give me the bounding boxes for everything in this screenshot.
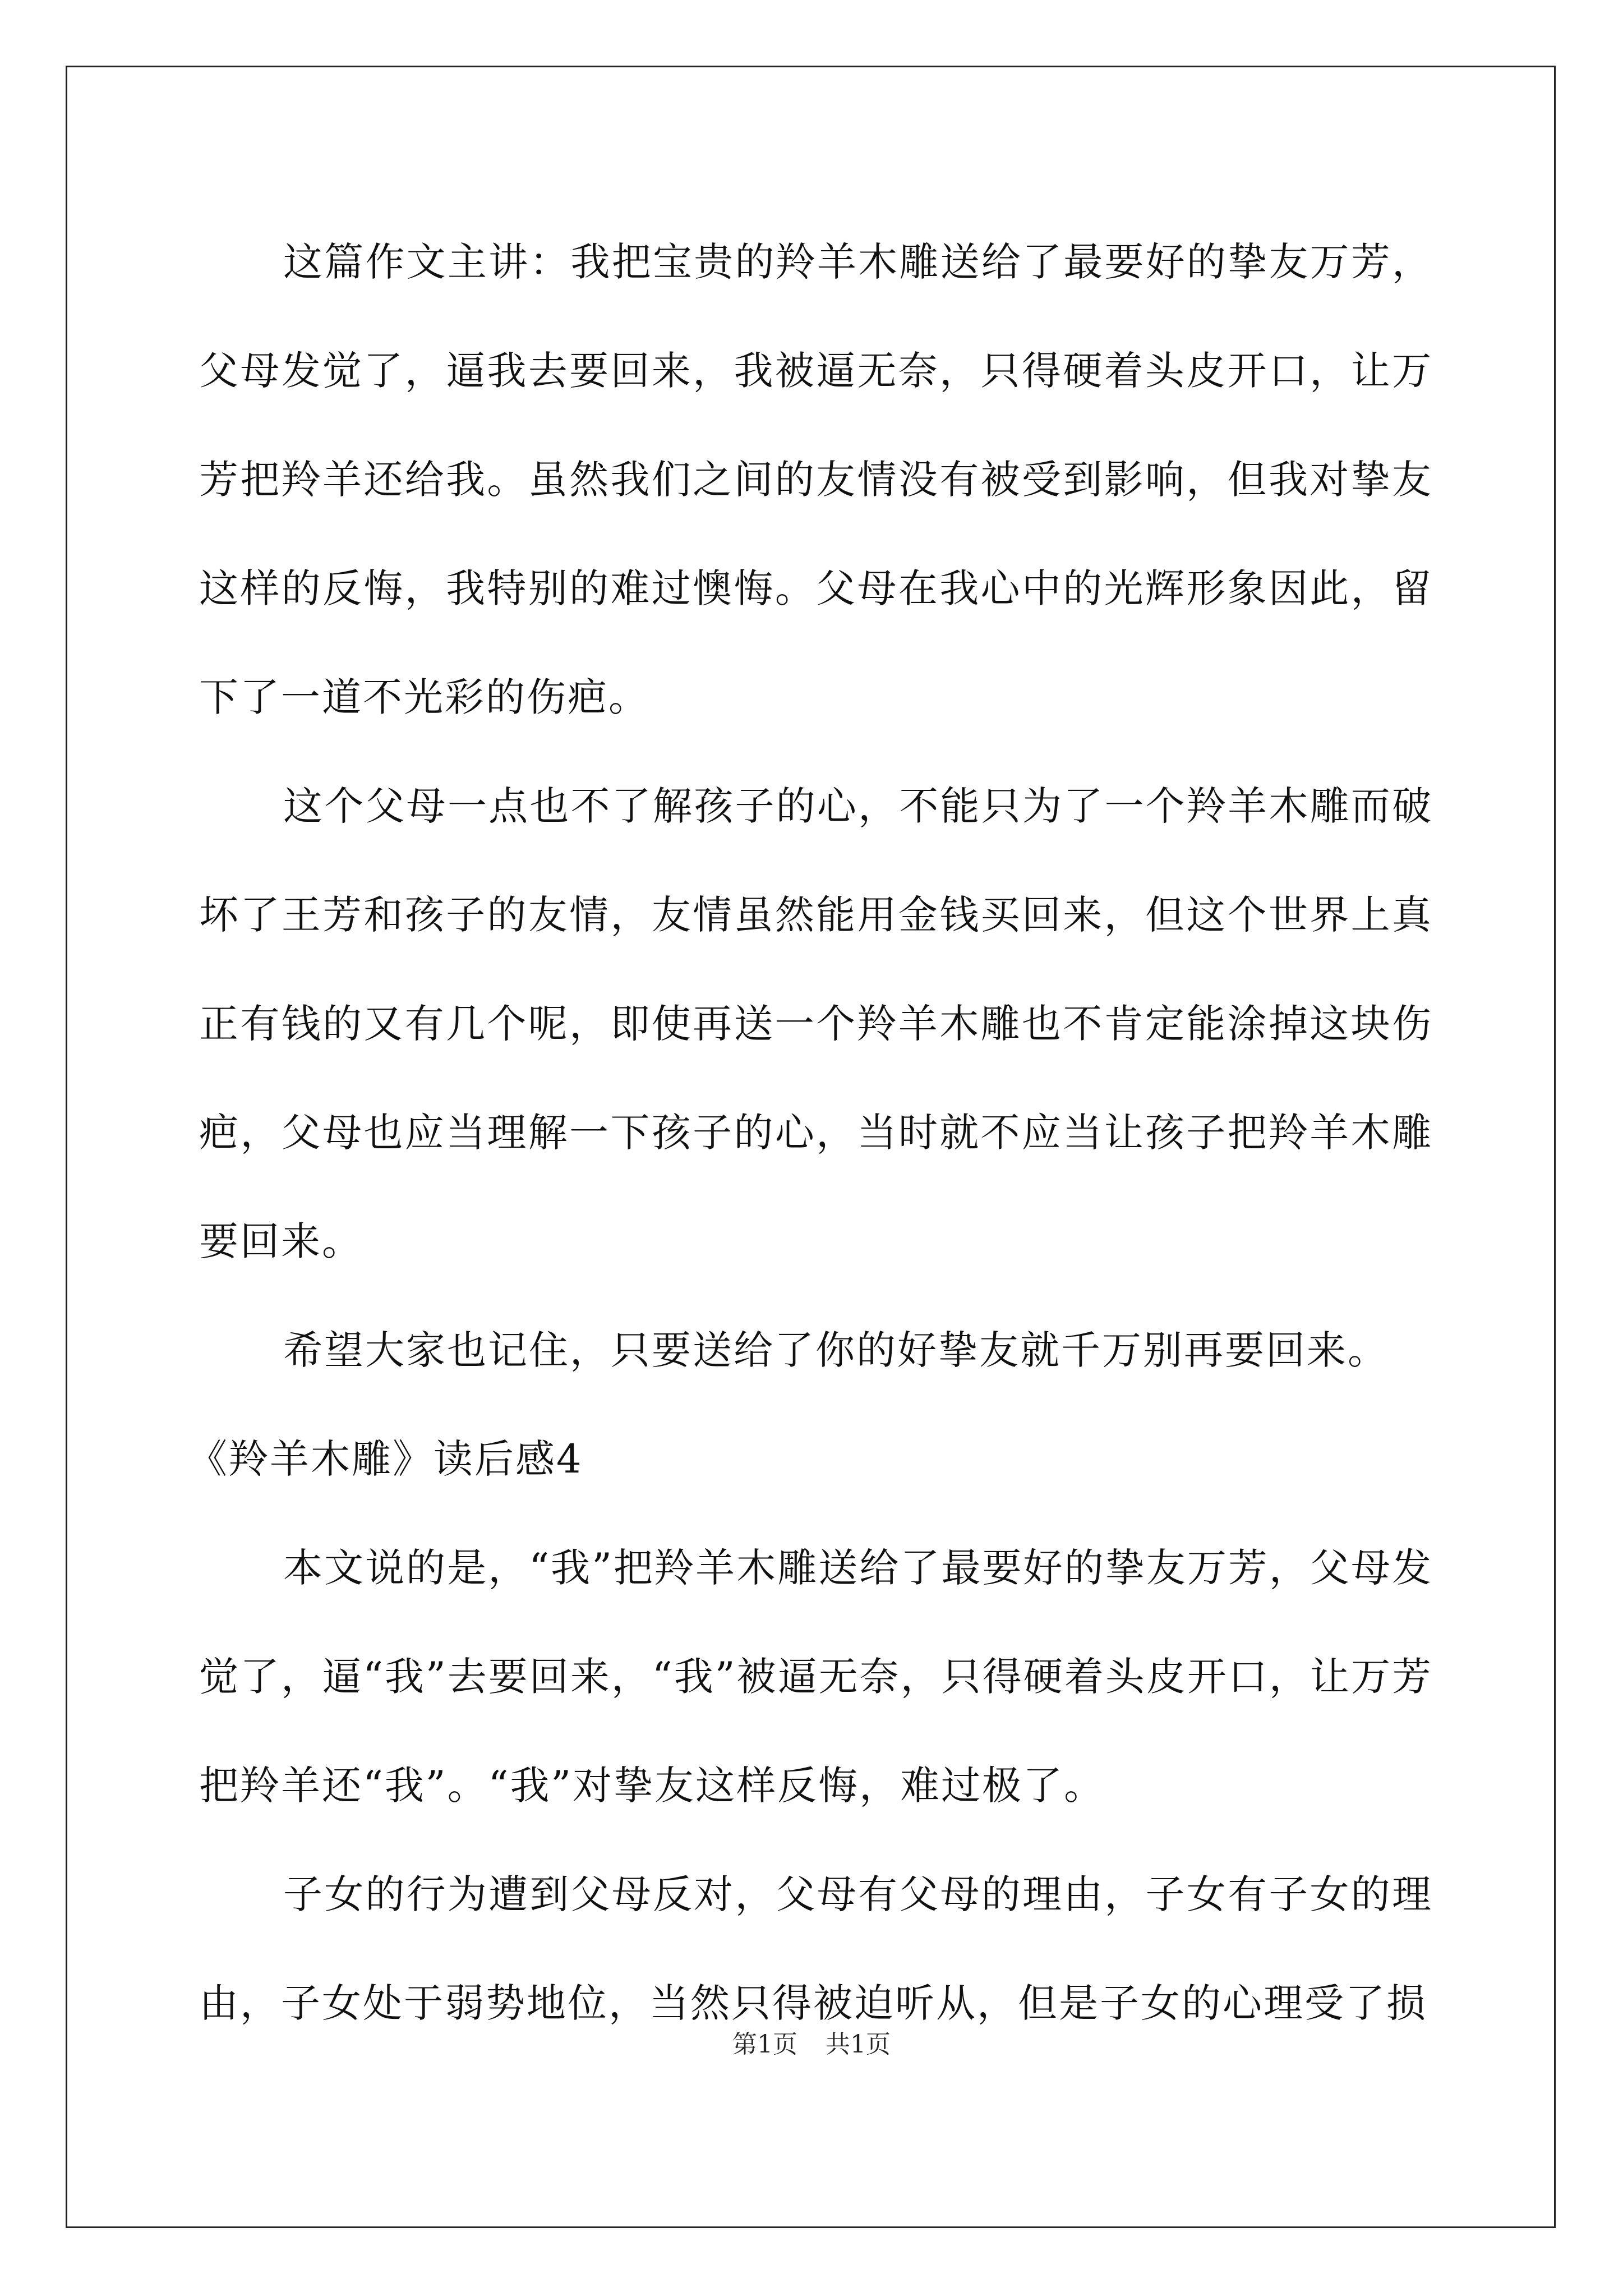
- section-heading: 《羚羊木雕》读后感4: [188, 1436, 583, 1482]
- paragraph-5: 子女的行为遭到父母反对，父母有父母的理由，子女有子女的理由，子女处于弱势地位，当然只得被迫听从，但是子女的心理受了损: [199, 1871, 1433, 2026]
- paragraph-2: 这个父母一点也不了解孩子的心，不能只为了一个羚羊木雕而破坏了王芳和孩子的友情，友情虽然能用金钱买回来，但这个世界上真正有钱的又有几个呢，即使再送一个羚羊木雕也不肯定能涂掉这块伤疤，父母也应当理解一下孩子的心，当时就不应当让孩子把羚羊木雕要回来。: [199, 783, 1433, 1264]
- page-footer: [0, 2028, 1623, 2062]
- page-total: 共1页: [826, 2030, 891, 2059]
- document-body: [188, 208, 1433, 2058]
- paragraph-1: 这篇作文主讲：我把宝贵的羚羊木雕送给了最要好的挚友万芳，父母发觉了，逼我去要回来，我被逼无奈，只得硬着头皮开口，让万芳把羚羊还给我。虽然我们之间的友情没有被受到影响，但我对挚友这样的反悔，我特别的难过懊悔。父母在我心中的光辉形象因此，留下了一道不光彩的伤疤。: [199, 239, 1433, 720]
- page-number: 第1页: [732, 2030, 797, 2059]
- paragraph-4: 本文说的是，“我”把羚羊木雕送给了最要好的挚友万芳，父母发觉了，逼“我”去要回来，“我”被逼无奈，只得硬着头皮开口，让万芳把羚羊还“我”。“我”对挚友这样反悔，难过极了。: [199, 1545, 1433, 1809]
- paragraph-3: 希望大家也记住，只要送给了你的好挚友就千万别再要回来。: [283, 1327, 1389, 1373]
